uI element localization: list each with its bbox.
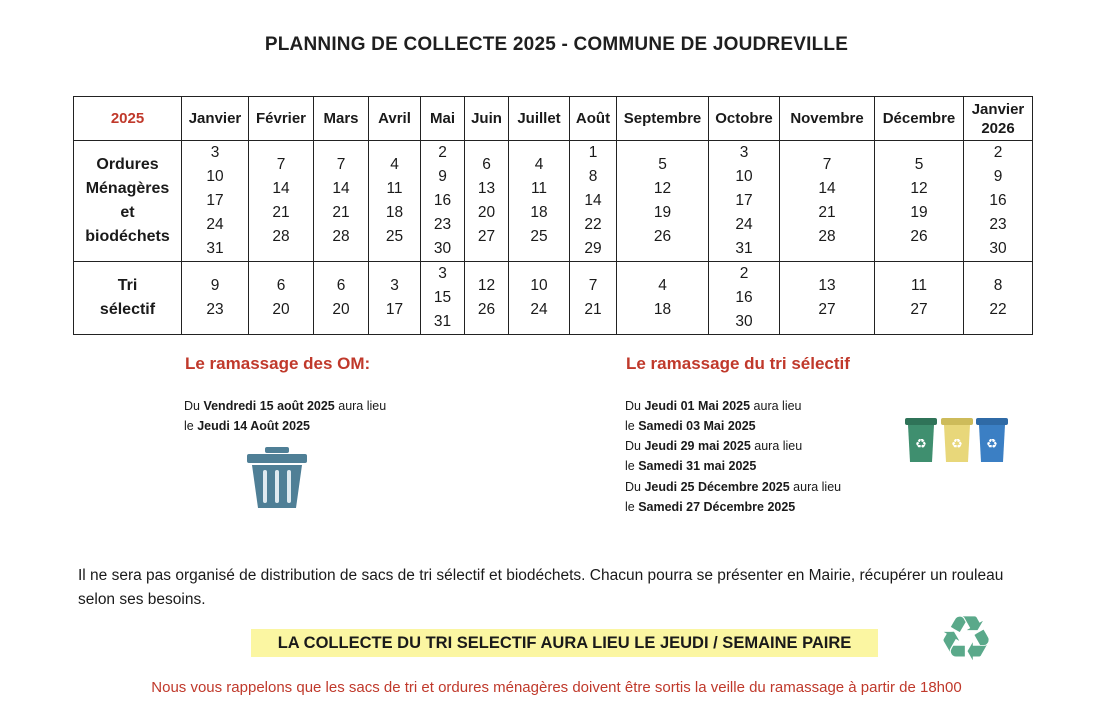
collection-day: 25 [530, 228, 548, 245]
month-header: Juin [465, 97, 509, 141]
collection-day: 20 [477, 204, 496, 221]
date-cell [875, 262, 964, 335]
date-cell [964, 141, 1033, 262]
collection-day: 14 [818, 180, 836, 197]
notice-line: Du Jeudi 25 Décembre 2025 aura lieu [625, 480, 842, 494]
month-year: 2026 [981, 119, 1015, 137]
collection-day: 27 [477, 228, 496, 245]
collection-day: 17 [206, 192, 224, 209]
notice-line: le Samedi 27 Décembre 2025 [625, 500, 796, 514]
date-cell [421, 262, 465, 335]
collection-day: 7 [276, 156, 286, 173]
collection-day: 5 [914, 156, 924, 173]
collection-day: 14 [332, 180, 350, 197]
collection-day: 11 [386, 180, 403, 197]
date-cell [249, 262, 314, 335]
collection-day: 27 [910, 301, 928, 318]
collection-day: 22 [989, 301, 1007, 318]
collection-day: 8 [588, 168, 598, 185]
month-header: Octobre [709, 97, 780, 141]
collection-day: 9 [210, 277, 220, 294]
om-heading: Le ramassage des OM: [185, 354, 371, 373]
date-cell [314, 262, 369, 335]
collection-day: 12 [910, 180, 928, 197]
row-label [74, 141, 182, 262]
collection-day: 14 [584, 192, 602, 209]
collection-day: 6 [482, 156, 491, 173]
label-line: biodéchets [85, 228, 170, 245]
collection-day: 3 [438, 265, 447, 282]
svg-text:♻: ♻ [938, 606, 994, 668]
year-header: 2025 [74, 97, 182, 141]
month-header: Août [570, 97, 617, 141]
date-cell [314, 141, 369, 262]
collection-day: 7 [336, 156, 346, 173]
tri-heading: Le ramassage du tri sélectif [626, 354, 850, 373]
month-header-next-year [964, 97, 1033, 141]
label-line: et [120, 204, 135, 221]
collection-day: 21 [818, 204, 836, 221]
month-header: Décembre [875, 97, 964, 141]
date-cell [617, 141, 709, 262]
collection-day: 6 [276, 277, 286, 294]
date-cell [509, 141, 570, 262]
collection-day: 19 [653, 204, 672, 221]
collection-day: 16 [989, 192, 1007, 209]
collection-day: 4 [658, 277, 667, 294]
collection-day: 9 [438, 168, 447, 185]
date-cell [465, 141, 509, 262]
notice-line: le Jeudi 14 Août 2025 [184, 419, 310, 433]
collection-day: 19 [910, 204, 928, 221]
collection-day: 26 [653, 228, 672, 245]
collection-day: 20 [272, 301, 290, 318]
collection-day: 4 [390, 156, 399, 173]
collection-day: 12 [653, 180, 672, 197]
collection-day: 11 [910, 277, 928, 294]
date-cell [780, 141, 875, 262]
label-line: sélectif [99, 301, 156, 318]
date-cell [465, 262, 509, 335]
collection-day: 23 [206, 301, 224, 318]
month-header: Janvier [182, 97, 249, 141]
page-title: PLANNING DE COLLECTE 2025 - COMMUNE DE JOUDREVILLE [264, 34, 849, 55]
date-cell [709, 141, 780, 262]
collection-day: 17 [385, 301, 404, 318]
collection-day: 26 [477, 301, 496, 318]
collection-day: 30 [433, 240, 452, 257]
collection-day: 23 [989, 216, 1007, 233]
collection-day: 16 [433, 192, 452, 209]
tri-notice [625, 396, 841, 517]
collection-day: 31 [206, 240, 224, 257]
collection-day: 22 [584, 216, 602, 233]
month-header: Septembre [617, 97, 709, 141]
month-header: Juillet [509, 97, 570, 141]
collection-day: 18 [530, 204, 548, 221]
date-cell [964, 262, 1033, 335]
collection-day: 10 [735, 168, 753, 185]
date-cell [369, 262, 421, 335]
date-cell [369, 141, 421, 262]
date-cell [570, 141, 617, 262]
collection-day: 31 [735, 240, 753, 257]
collection-day: 13 [477, 180, 496, 197]
collection-day: 17 [735, 192, 753, 209]
collection-banner: LA COLLECTE DU TRI SELECTIF AURA LIEU LE JEUDI / SEMAINE PAIRE [251, 629, 878, 657]
collection-day: 6 [336, 277, 346, 294]
notice-line: le Samedi 31 mai 2025 [625, 459, 757, 473]
notice-line: le Samedi 03 Mai 2025 [625, 419, 756, 433]
collection-day: 14 [272, 180, 290, 197]
collection-day: 3 [739, 144, 749, 161]
date-cell [509, 262, 570, 335]
collection-day: 8 [993, 277, 1003, 294]
collection-day: 10 [530, 277, 548, 294]
collection-day: 2 [993, 144, 1003, 161]
row-ordures-menageres [74, 141, 1033, 262]
collection-day: 23 [433, 216, 452, 233]
collection-day: 1 [588, 144, 598, 161]
collection-day: 24 [206, 216, 224, 233]
collection-day: 7 [588, 277, 598, 294]
date-cell [709, 262, 780, 335]
collection-day: 28 [818, 228, 836, 245]
date-cell [421, 141, 465, 262]
svg-text:♻: ♻ [915, 437, 927, 452]
collection-day: 12 [477, 277, 496, 294]
collection-day: 9 [993, 168, 1003, 185]
month-header: Avril [369, 97, 421, 141]
collection-day: 18 [653, 301, 672, 318]
date-cell [182, 262, 249, 335]
collection-day: 24 [530, 301, 548, 318]
collection-day: 26 [910, 228, 928, 245]
notice-line: Du Jeudi 01 Mai 2025 aura lieu [625, 399, 802, 413]
month-header: Mai [421, 97, 465, 141]
collection-day: 21 [272, 204, 290, 221]
svg-text:♻: ♻ [986, 437, 998, 452]
date-cell [875, 141, 964, 262]
date-cell [617, 262, 709, 335]
recycling-bins-icon [903, 414, 1011, 466]
collection-day: 18 [385, 204, 404, 221]
month-header: Février [249, 97, 314, 141]
month-name: Janvier [971, 100, 1025, 118]
trash-can-icon [245, 446, 309, 510]
date-cell [570, 262, 617, 335]
collection-day: 11 [530, 180, 548, 197]
month-header: Novembre [780, 97, 875, 141]
collection-day: 30 [989, 240, 1007, 257]
collection-day: 5 [658, 156, 667, 173]
collection-day: 21 [332, 204, 350, 221]
collection-schedule-table [73, 96, 1033, 335]
collection-day: 24 [735, 216, 753, 233]
label-line: Ménagères [85, 180, 170, 197]
collection-day: 10 [206, 168, 224, 185]
date-cell [182, 141, 249, 262]
collection-day: 2 [438, 144, 447, 161]
collection-day: 27 [818, 301, 836, 318]
collection-day: 28 [332, 228, 350, 245]
collection-day: 20 [332, 301, 350, 318]
collection-day: 3 [390, 277, 399, 294]
distribution-paragraph: Il ne sera pas organisé de distribution de sacs de tri sélectif et biodéchets. Chacun pourra se présenter en Mairie, récupérer un rouleau selon ses besoins. [78, 567, 1004, 608]
month-header: Mars [314, 97, 369, 141]
collection-day: 4 [534, 156, 544, 173]
collection-day: 7 [822, 156, 832, 173]
reminder-note: Nous vous rappelons que les sacs de tri et ordures ménagères doivent être sortis la veille du ramassage à partir de 18h00 [151, 679, 962, 696]
recycle-symbol-icon [933, 606, 999, 668]
collection-day: 15 [433, 289, 452, 306]
date-cell [249, 141, 314, 262]
collection-day: 2 [739, 265, 749, 282]
collection-day: 13 [818, 277, 836, 294]
row-tri-selectif [74, 262, 1033, 335]
om-notice [184, 396, 386, 436]
collection-day: 30 [735, 313, 753, 330]
collection-day: 3 [210, 144, 220, 161]
notice-line: Du Vendredi 15 août 2025 aura lieu [184, 399, 387, 413]
collection-day: 28 [272, 228, 290, 245]
notice-line: Du Jeudi 29 mai 2025 aura lieu [625, 439, 803, 453]
collection-day: 29 [584, 240, 602, 257]
label-line: Tri [117, 277, 138, 294]
header-row [74, 97, 1033, 141]
collection-day: 16 [735, 289, 753, 306]
svg-text:♻: ♻ [951, 437, 963, 452]
collection-day: 21 [584, 301, 602, 318]
date-cell [780, 262, 875, 335]
label-line: Ordures [96, 156, 159, 173]
row-label [74, 262, 182, 335]
collection-day: 31 [433, 313, 452, 330]
collection-day: 25 [385, 228, 404, 245]
